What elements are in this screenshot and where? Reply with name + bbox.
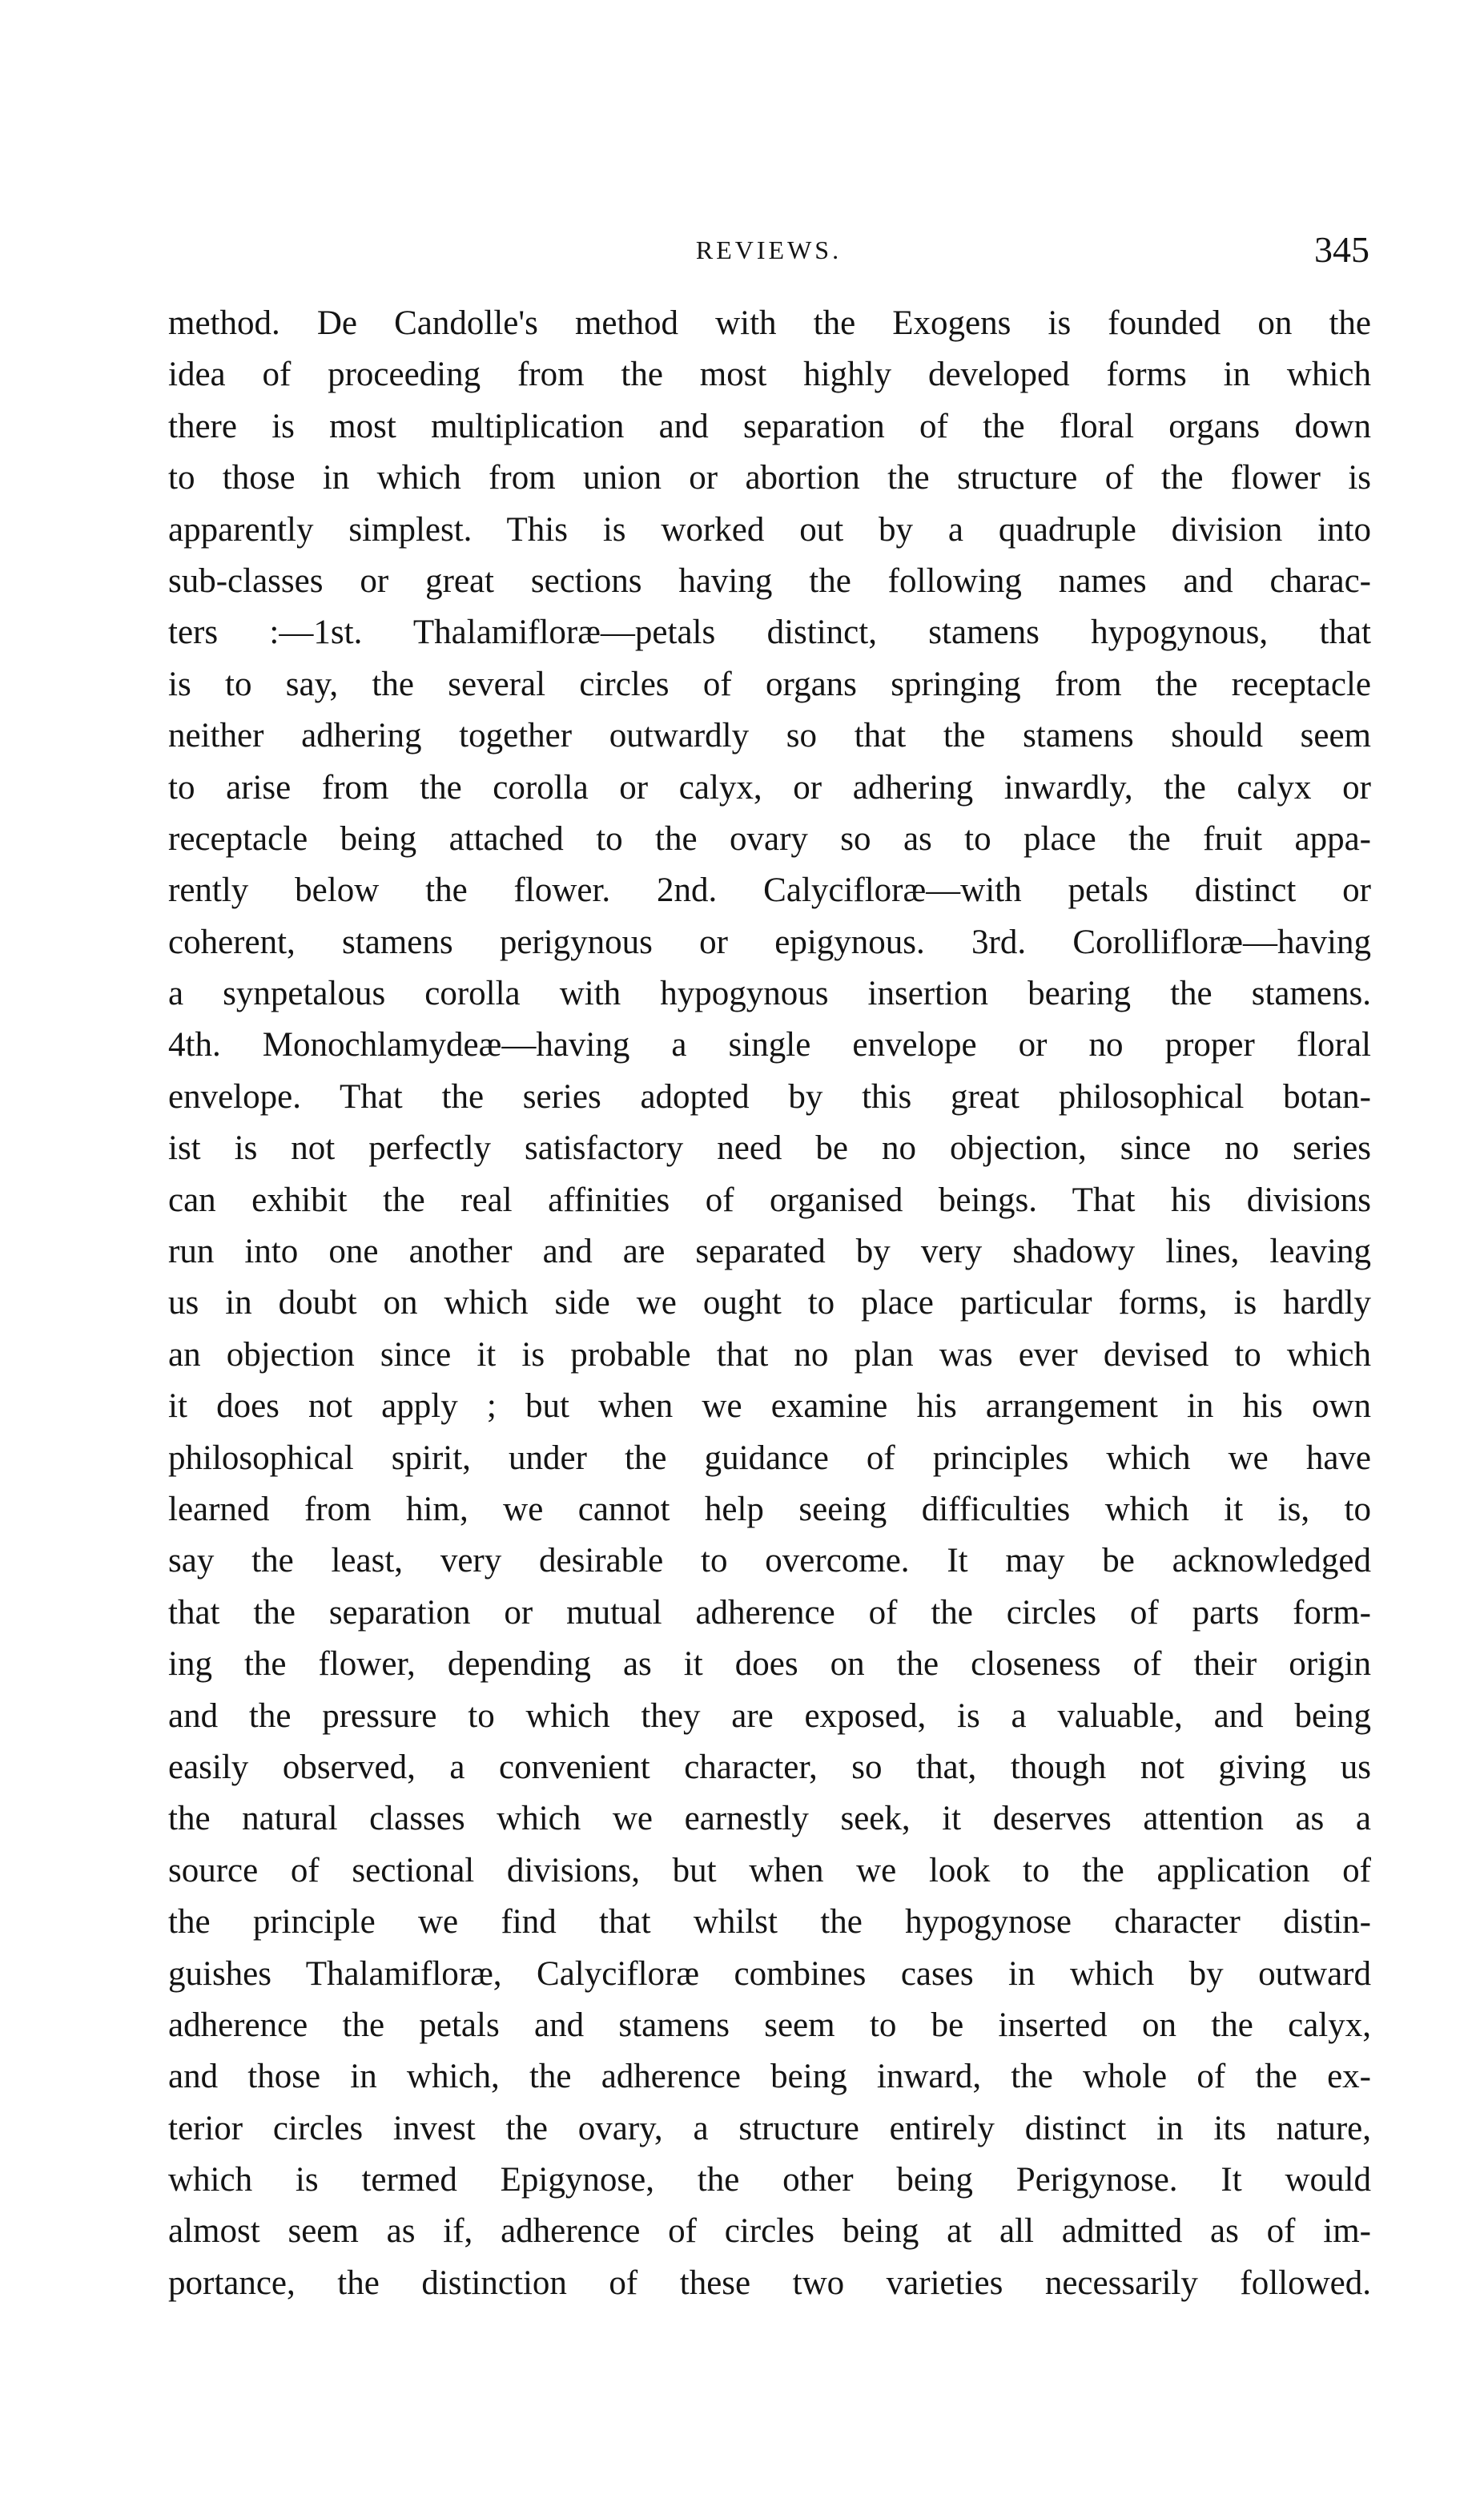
text-line: easily observed, a convenient character, so that, though not giving us [168, 1748, 1371, 1786]
text-line: it does not apply ; but when we examine his arrangement in his own [168, 1387, 1371, 1426]
text-line: the natural classes which we earnestly seek, it deserves attention as a [168, 1800, 1371, 1838]
text-line: ist is not perfectly satisfactory need be no objection, since no series [168, 1129, 1371, 1168]
page-number: 345 [1314, 229, 1369, 270]
text-line: can exhibit the real affinities of organised beings. That his divisions [168, 1181, 1371, 1219]
text-line: and the pressure to which they are exposed, is a valuable, and being [168, 1696, 1371, 1735]
text-line: us in doubt on which side we ought to place particular forms, is hardly [168, 1284, 1371, 1322]
text-line: an objection since it is probable that no plan was ever devised to which [168, 1335, 1371, 1374]
text-line: learned from him, we cannot help seeing difficulties which it is, to [168, 1490, 1371, 1528]
text-line: neither adhering together outwardly so that the stamens should seem [168, 717, 1371, 755]
text-line: run into one another and are separated by very shadowy lines, leaving [168, 1233, 1371, 1271]
text-line: rently below the flower. 2nd. Calycifloræ—with petals distinct or [168, 871, 1371, 910]
body-text [168, 298, 1371, 2309]
text-line: envelope. That the series adopted by this great philosophical botan- [168, 1077, 1371, 1116]
text-line: that the separation or mutual adherence of the circles of parts form- [168, 1593, 1371, 1632]
text-line: there is most multiplication and separation of the floral organs down [168, 407, 1371, 445]
text-line: receptacle being attached to the ovary so as to place the fruit appa- [168, 819, 1371, 858]
text-line: the principle we find that whilst the hypogynose character distin- [168, 1903, 1371, 1942]
text-line: terior circles invest the ovary, a structure entirely distinct in its nature, [168, 2109, 1371, 2147]
text-line: say the least, very desirable to overcome. It may be acknowledged [168, 1542, 1371, 1580]
text-line: is to say, the several circles of organs springing from the receptacle [168, 665, 1371, 703]
text-line: method. De Candolle's method with the Exogens is founded on the [168, 304, 1371, 342]
text-line: coherent, stamens perigynous or epigynous. 3rd. Corollifloræ—having [168, 923, 1371, 961]
text-line: almost seem as if, adherence of circles being at all admitted as of im- [168, 2212, 1371, 2251]
text-line: to arise from the corolla or calyx, or adhering inwardly, the calyx or [168, 768, 1371, 807]
text-line: to those in which from union or abortion the structure of the flower is [168, 459, 1371, 497]
text-line: idea of proceeding from the most highly developed forms in which [168, 356, 1371, 394]
text-line: adherence the petals and stamens seem to be inserted on the calyx, [168, 2006, 1371, 2044]
running-title: REVIEWS. [695, 235, 843, 264]
text-line: 4th. Monochlamydeæ—having a single envelope or no proper floral [168, 1026, 1371, 1064]
text-line: guishes Thalamifloræ, Calycifloræ combines cases in which by outward [168, 1954, 1371, 1993]
text-line: and those in which, the adherence being inward, the whole of the ex- [168, 2058, 1371, 2096]
running-head [168, 226, 1369, 274]
text-line: apparently simplest. This is worked out by a quadruple division into [168, 510, 1371, 549]
text-line: portance, the distinction of these two varieties necessarily followed. [168, 2264, 1371, 2302]
text-line: ing the flower, depending as it does on the closeness of their origin [168, 1645, 1371, 1684]
text-line: ters :—1st. Thalamifloræ—petals distinct, stamens hypogynous, that [168, 614, 1371, 652]
text-line: sub-classes or great sections having the following names and charac- [168, 561, 1371, 600]
text-line: source of sectional divisions, but when we look to the application of [168, 1851, 1371, 1889]
text-line: philosophical spirit, under the guidance of principles which we have [168, 1439, 1371, 1477]
text-line: a synpetalous corolla with hypogynous insertion bearing the stamens. [168, 975, 1371, 1013]
text-line: which is termed Epigynose, the other being Perigynose. It would [168, 2161, 1371, 2199]
